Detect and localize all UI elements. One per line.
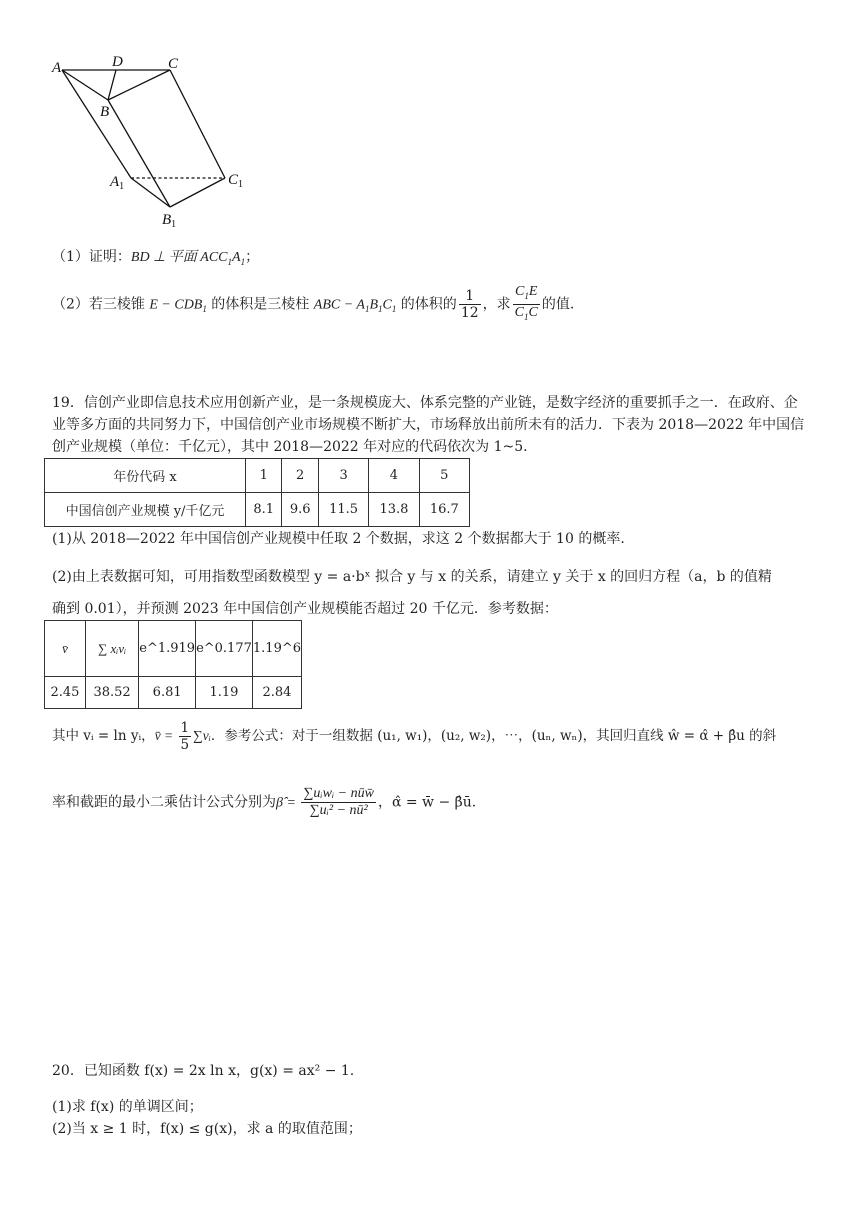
prism-figure	[48, 52, 258, 232]
label-C: C	[168, 56, 179, 72]
table-header-year-code: 年份代码 x	[45, 459, 246, 493]
q19-intro: 19．信创产业即信息技术应用创新产业，是一条规模庞大、体系完整的产业链，是数字经济的重要抓手之一．在政府、企业等多方面的共同努力下，中国信创产业市场规模不断扩大，市场释放出前所未有的活力．下表为 2018—2022 年中国信创产业规模（单位：千亿元），其中 2018—2022 年对应的代码依次为 1~5.	[52, 395, 805, 455]
q19-reference-line2: 率和截距的最小二乘估计公式分别为β̂ = $\frac{\text{∑uᵢwᵢ − nūw̄}}{\text{∑uᵢ² − nū²}}$ ，α̂ = w̄ − β̂ū.	[52, 786, 477, 818]
q20-part1: (1)求 f(x) 的单调区间；	[52, 1099, 203, 1115]
label-B1: $B_1$	[162, 212, 177, 230]
q19-reference-line1: 其中 vᵢ = ln yᵢ，v̄ = $\frac{1}{5}$ ∑vᵢ．参考公式：对于一组数据 (u₁, w₁)，(u₂, w₂)，⋯，(uₙ, wₙ)，其回归直线 ŵ = α̂ + β̂u 的斜	[52, 720, 777, 753]
table-header-scale: 中国信创产业规模 y/千亿元	[45, 493, 246, 527]
beta-formula: $\frac{\text{∑uᵢwᵢ − nūw̄}}{\text{∑uᵢ² − nū²}}$	[303, 786, 374, 818]
label-C1: $C_1$	[228, 172, 244, 190]
q18-part1: （1）证明：BD ⊥ 平面 $ACC_1A_1$；	[52, 249, 260, 267]
fraction-one-twelfth: $\frac{1}{12}$	[460, 287, 479, 321]
q18-part2: （2）若三棱锥 $E - CDB_1$ 的体积是三棱柱 ABC − $A_1B_1C_1$ 的体积的 $\frac{1}{12}$ ，求 $\frac{C_1E}{C_1C}$ 的值.	[52, 284, 574, 325]
q19-table-reference: v̄ ∑ xᵢvᵢ e^1.919 e^0.177 1.19^6 2.45 38.52 6.81 1.19 2.84	[44, 620, 302, 709]
q20-part2: (2)当 x ≥ 1 时，f(x) ≤ g(x)，求 a 的取值范围；	[52, 1121, 362, 1137]
q19-part1: (1)从 2018—2022 年中国信创产业规模中任取 2 个数据，求这 2 个数据都大于 10 的概率.	[52, 531, 625, 547]
label-A1: $A_1$	[110, 174, 125, 192]
q20-line1: 20．已知函数 f(x) = 2x ln x，g(x) = ax² − 1.	[52, 1063, 355, 1079]
q19-part2-line1: (2)由上表数据可知，可用指数型函数模型 y = a·bˣ 拟合 y 与 x 的关系，请建立 y 关于 x 的回归方程（a，b 的值精	[52, 569, 772, 585]
fraction-c1e-c1c: $\frac{C_1E}{C_1C}$	[514, 284, 538, 322]
q19-table-data: 年份代码 x 1 2 3 4 5 中国信创产业规模 y/千亿元 8.1 9.6 11.5 13.8 16.7	[44, 458, 470, 527]
label-D: D	[112, 54, 123, 70]
label-B: B	[100, 104, 110, 120]
label-A: A	[52, 60, 62, 76]
q19-part2-line2: 确到 0.01），并预测 2023 年中国信创产业规模能否超过 20 千亿元．参考数据：	[52, 601, 558, 617]
